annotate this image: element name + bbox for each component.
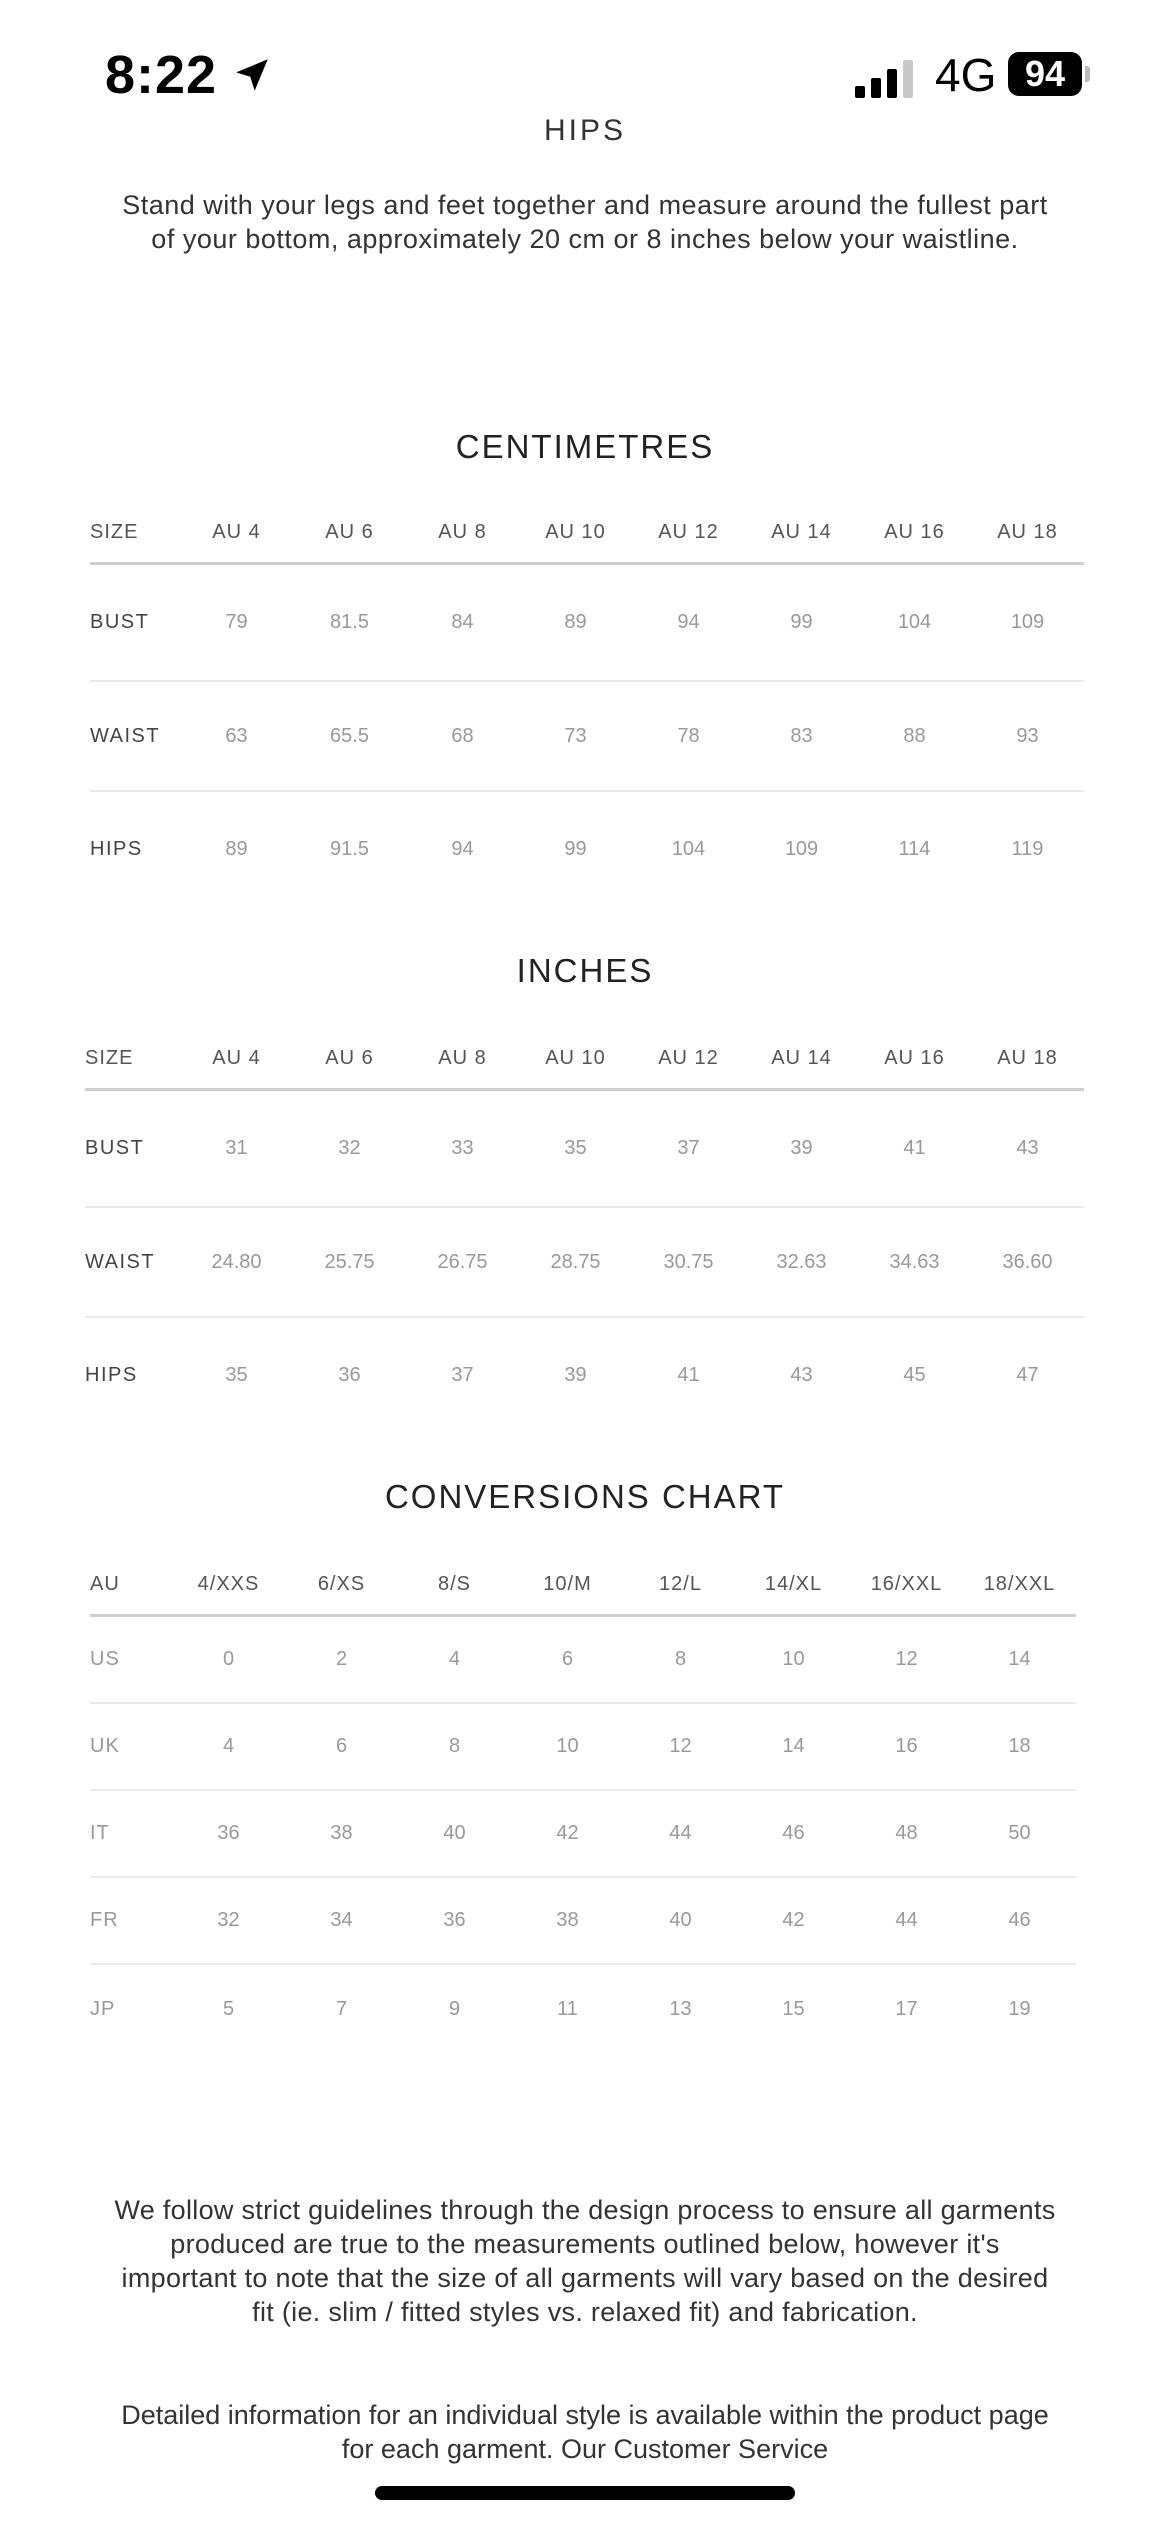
- table-cell: 89: [225, 838, 248, 860]
- battery-tip: [1085, 66, 1090, 82]
- table-cell: 79: [180, 564, 293, 682]
- table-row: [90, 1877, 1076, 1964]
- column-header: AU 4: [180, 1028, 293, 1090]
- conversions-title: CONVERSIONS CHART: [384, 1478, 786, 1515]
- conversions-table: [90, 1554, 1076, 2053]
- table-cell: 44: [850, 1877, 963, 1964]
- column-header: AU 14: [745, 1028, 858, 1090]
- table-cell: 34: [285, 1877, 398, 1964]
- column-header: AU 6: [293, 1028, 406, 1090]
- row-label: IT: [90, 1790, 172, 1877]
- column-header: AU 16: [858, 1028, 971, 1090]
- location-arrow-icon: [231, 54, 273, 96]
- battery-level: 94: [1024, 53, 1066, 94]
- table-cell: 109: [784, 838, 819, 860]
- table-cell: 4: [398, 1616, 511, 1704]
- table-cell: 8: [398, 1703, 511, 1790]
- table-cell: 17: [895, 1997, 918, 2020]
- table-cell: 6: [511, 1616, 624, 1704]
- centimetres-title: CENTIMETRES: [455, 428, 715, 465]
- table-cell: 36: [338, 1364, 361, 1386]
- table-cell: 83: [745, 681, 858, 791]
- table-cell: 119: [1011, 838, 1044, 860]
- table-cell: 89: [519, 564, 632, 682]
- table-cell: 9: [448, 1997, 461, 2020]
- table-header-row: [90, 1554, 1076, 1616]
- table-header-row: [85, 1028, 1084, 1090]
- table-cell: 10: [737, 1616, 850, 1704]
- table-row: [90, 791, 1084, 907]
- table-row: [90, 1790, 1076, 1877]
- table-cell: 65.5: [293, 681, 406, 791]
- column-header: 6/XS: [285, 1554, 398, 1616]
- table-cell: 7: [335, 1997, 348, 2020]
- battery-icon: [1008, 52, 1082, 96]
- table-cell: 30.75: [632, 1207, 745, 1317]
- table-cell: 32: [293, 1090, 406, 1208]
- table-cell: 32: [172, 1877, 285, 1964]
- row-label: HIPS: [85, 1364, 138, 1386]
- table-cell: 94: [632, 564, 745, 682]
- table-cell: 15: [782, 1997, 805, 2020]
- row-label: BUST: [85, 1090, 180, 1208]
- table-cell: 4: [172, 1703, 285, 1790]
- column-header: AU 4: [180, 502, 293, 564]
- table-cell: 36: [398, 1877, 511, 1964]
- table-cell: 73: [519, 681, 632, 791]
- table-cell: 6: [285, 1703, 398, 1790]
- table-cell: 99: [564, 838, 587, 860]
- table-cell: 12: [850, 1616, 963, 1704]
- table-row: [90, 564, 1084, 682]
- table-cell: 42: [737, 1877, 850, 1964]
- column-header: AU 10: [519, 1028, 632, 1090]
- table-cell: 35: [225, 1364, 248, 1386]
- table-cell: 42: [511, 1790, 624, 1877]
- table-row: [85, 1090, 1084, 1208]
- table-cell: 11: [557, 1997, 578, 2020]
- table-cell: 39: [564, 1364, 587, 1386]
- table-cell: 109: [971, 564, 1084, 682]
- table-cell: 12: [624, 1703, 737, 1790]
- column-header: AU 18: [971, 1028, 1084, 1090]
- table-cell: 78: [632, 681, 745, 791]
- table-cell: 39: [745, 1090, 858, 1208]
- table-cell: 38: [285, 1790, 398, 1877]
- table-cell: 81.5: [293, 564, 406, 682]
- column-header: AU 10: [519, 502, 632, 564]
- centimetres-table: [90, 502, 1084, 907]
- status-time: [105, 44, 273, 106]
- table-cell: 36: [172, 1790, 285, 1877]
- network-type: 4G: [935, 49, 997, 101]
- table-cell: 10: [511, 1703, 624, 1790]
- column-header-label: SIZE: [85, 1028, 180, 1090]
- column-header: 16/XXL: [850, 1554, 963, 1616]
- table-cell: 33: [406, 1090, 519, 1208]
- table-row: [85, 1207, 1084, 1317]
- row-label: FR: [90, 1877, 172, 1964]
- column-header: 12/L: [624, 1554, 737, 1616]
- column-header: 18/XXL: [963, 1554, 1076, 1616]
- table-cell: 84: [406, 564, 519, 682]
- row-label: UK: [90, 1703, 172, 1790]
- table-cell: 37: [451, 1364, 474, 1386]
- table-cell: 47: [1016, 1364, 1039, 1386]
- table-cell: 93: [971, 681, 1084, 791]
- row-label: HIPS: [90, 838, 143, 860]
- table-cell: 46: [963, 1877, 1076, 1964]
- table-cell: 91.5: [330, 838, 369, 860]
- table-cell: 88: [858, 681, 971, 791]
- row-label: WAIST: [90, 681, 180, 791]
- column-header-label: AU: [90, 1554, 172, 1616]
- column-header: AU 18: [971, 502, 1084, 564]
- table-cell: 25.75: [293, 1207, 406, 1317]
- table-cell: 26.75: [406, 1207, 519, 1317]
- table-cell: 41: [858, 1090, 971, 1208]
- hips-description: Stand with your legs and feet together and measure around the fullest part of your bottom, approximately 20 cm or 8 inches below your waistline.: [122, 190, 1048, 254]
- table-cell: 43: [971, 1090, 1084, 1208]
- table-cell: 0: [172, 1616, 285, 1704]
- column-header: AU 6: [293, 502, 406, 564]
- table-cell: 24.80: [180, 1207, 293, 1317]
- row-label: JP: [90, 1997, 116, 2020]
- table-cell: 38: [511, 1877, 624, 1964]
- row-label: WAIST: [85, 1207, 180, 1317]
- table-cell: 14: [737, 1703, 850, 1790]
- table-cell: 37: [632, 1090, 745, 1208]
- column-header-label: SIZE: [90, 502, 180, 564]
- table-cell: 41: [677, 1364, 700, 1386]
- table-row: [90, 1616, 1076, 1704]
- column-header: 10/M: [511, 1554, 624, 1616]
- table-cell: 35: [519, 1090, 632, 1208]
- table-row: [90, 681, 1084, 791]
- column-header: AU 12: [632, 502, 745, 564]
- table-cell: 13: [669, 1997, 692, 2020]
- table-cell: 48: [850, 1790, 963, 1877]
- table-cell: 16: [850, 1703, 963, 1790]
- table-cell: 43: [790, 1364, 813, 1386]
- table-row: [85, 1317, 1084, 1433]
- table-row: [90, 1703, 1076, 1790]
- table-cell: 18: [963, 1703, 1076, 1790]
- signal-icon: [855, 58, 913, 98]
- table-cell: 63: [180, 681, 293, 791]
- inches-table: [85, 1028, 1084, 1433]
- column-header: 8/S: [398, 1554, 511, 1616]
- table-cell: 68: [406, 681, 519, 791]
- table-cell: 40: [624, 1877, 737, 1964]
- table-cell: 14: [963, 1616, 1076, 1704]
- time-text: 8:22: [105, 45, 218, 105]
- table-cell: 104: [858, 564, 971, 682]
- table-cell: 28.75: [519, 1207, 632, 1317]
- table-cell: 31: [180, 1090, 293, 1208]
- table-cell: 104: [671, 838, 706, 860]
- hips-heading: HIPS: [543, 114, 627, 147]
- table-cell: 19: [1008, 1997, 1031, 2020]
- table-cell: 8: [624, 1616, 737, 1704]
- table-cell: 99: [745, 564, 858, 682]
- column-header: AU 8: [406, 502, 519, 564]
- table-cell: 2: [285, 1616, 398, 1704]
- table-row: [90, 1964, 1076, 2053]
- column-header: 4/XXS: [172, 1554, 285, 1616]
- column-header: AU 16: [858, 502, 971, 564]
- column-header: AU 12: [632, 1028, 745, 1090]
- table-cell: 44: [624, 1790, 737, 1877]
- table-cell: 36.60: [971, 1207, 1084, 1317]
- inches-title: INCHES: [516, 952, 654, 989]
- home-indicator[interactable]: [375, 2486, 795, 2500]
- row-label: US: [90, 1616, 172, 1704]
- table-cell: 45: [903, 1364, 926, 1386]
- fit-guidelines-text: We follow strict guidelines through the design process to ensure all garments produced are true to the measurements outlined below, however it's important to note that the size of all garments will vary based on the desired fit (ie. slim / fitted styles vs. relaxed fit) and fabrication.: [114, 2195, 1056, 2327]
- column-header: AU 8: [406, 1028, 519, 1090]
- detailed-info-text: Detailed information for an individual style is available within the product page for each garment. Our Customer Service: [121, 2400, 1049, 2464]
- column-header: 14/XL: [737, 1554, 850, 1616]
- table-cell: 40: [398, 1790, 511, 1877]
- table-cell: 50: [963, 1790, 1076, 1877]
- table-cell: 94: [451, 838, 474, 860]
- table-cell: 5: [222, 1997, 235, 2020]
- table-header-row: [90, 502, 1084, 564]
- column-header: AU 14: [745, 502, 858, 564]
- table-cell: 114: [898, 838, 931, 860]
- table-cell: 32.63: [745, 1207, 858, 1317]
- table-cell: 34.63: [858, 1207, 971, 1317]
- table-cell: 46: [737, 1790, 850, 1877]
- row-label: BUST: [90, 564, 180, 682]
